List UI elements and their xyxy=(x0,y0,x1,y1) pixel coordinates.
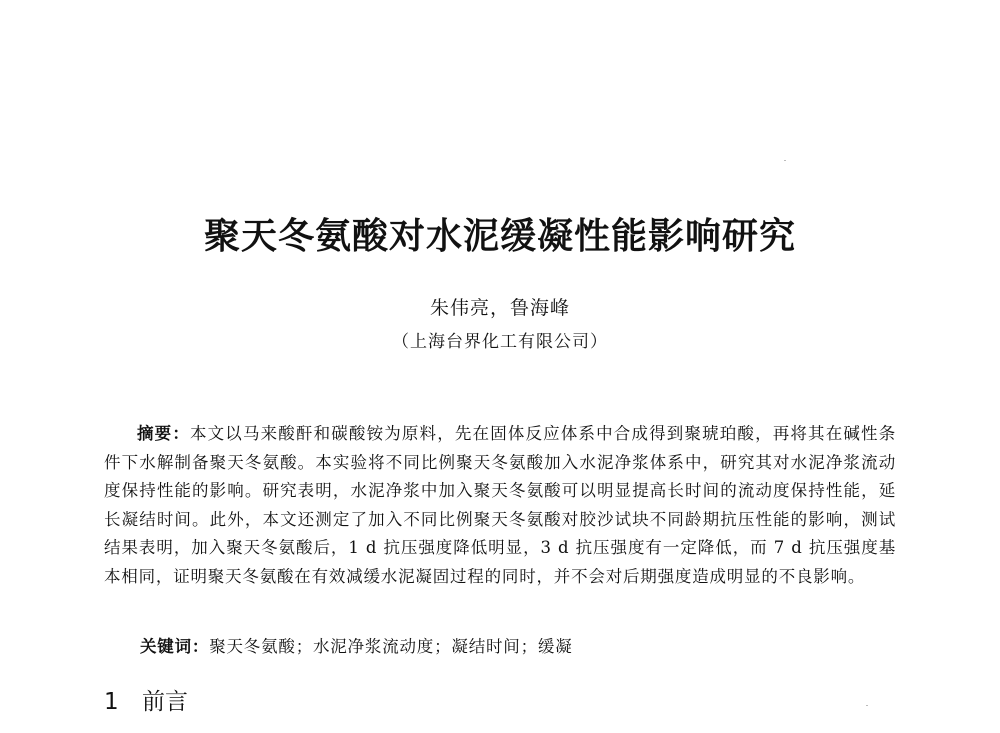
scan-speck xyxy=(866,705,868,706)
section-title: 前言 xyxy=(142,689,188,715)
abstract-paragraph xyxy=(104,420,896,591)
keywords-line xyxy=(140,634,896,660)
keywords-label: 关键词： xyxy=(140,637,210,656)
section-number: 1 xyxy=(104,689,119,715)
keywords-text: 聚天冬氨酸；水泥净浆流动度；凝结时间；缓凝 xyxy=(209,637,573,656)
section-heading xyxy=(104,686,188,718)
abstract-label: 摘要： xyxy=(137,424,190,443)
abstract-text: 本文以马来酸酐和碳酸铵为原料，先在固体反应体系中合成得到聚琥珀酸，再将其在碱性条件下水解制备聚天冬氨酸。本实验将不同比例聚天冬氨酸加入水泥净浆体系中，研究其对水泥净浆流动度保持性能的影响。研究表明，水泥净浆中加入聚天冬氨酸可以明显提高长时间的流动度保持性能，延长凝结时间。此外，本文还测定了加入不同比例聚天冬氨酸对胶沙试块不同龄期抗压性能的影响，测试结果表明，加入聚天冬氨酸后，1 d 抗压强度降低明显，3 d 抗压强度有一定降低，而 7 d 抗压强度基本相同，证明聚天冬氨酸在有效减缓水泥凝固过程的同时，并不会对后期强度造成明显的不良影响。 xyxy=(104,424,896,586)
paper-title: 聚天冬氨酸对水泥缓凝性能影响研究 xyxy=(203,215,796,257)
author-list: 朱伟亮，鲁海峰 xyxy=(429,297,570,319)
scan-speck xyxy=(784,160,786,161)
author-affiliation: （上海台界化工有限公司） xyxy=(392,332,608,352)
